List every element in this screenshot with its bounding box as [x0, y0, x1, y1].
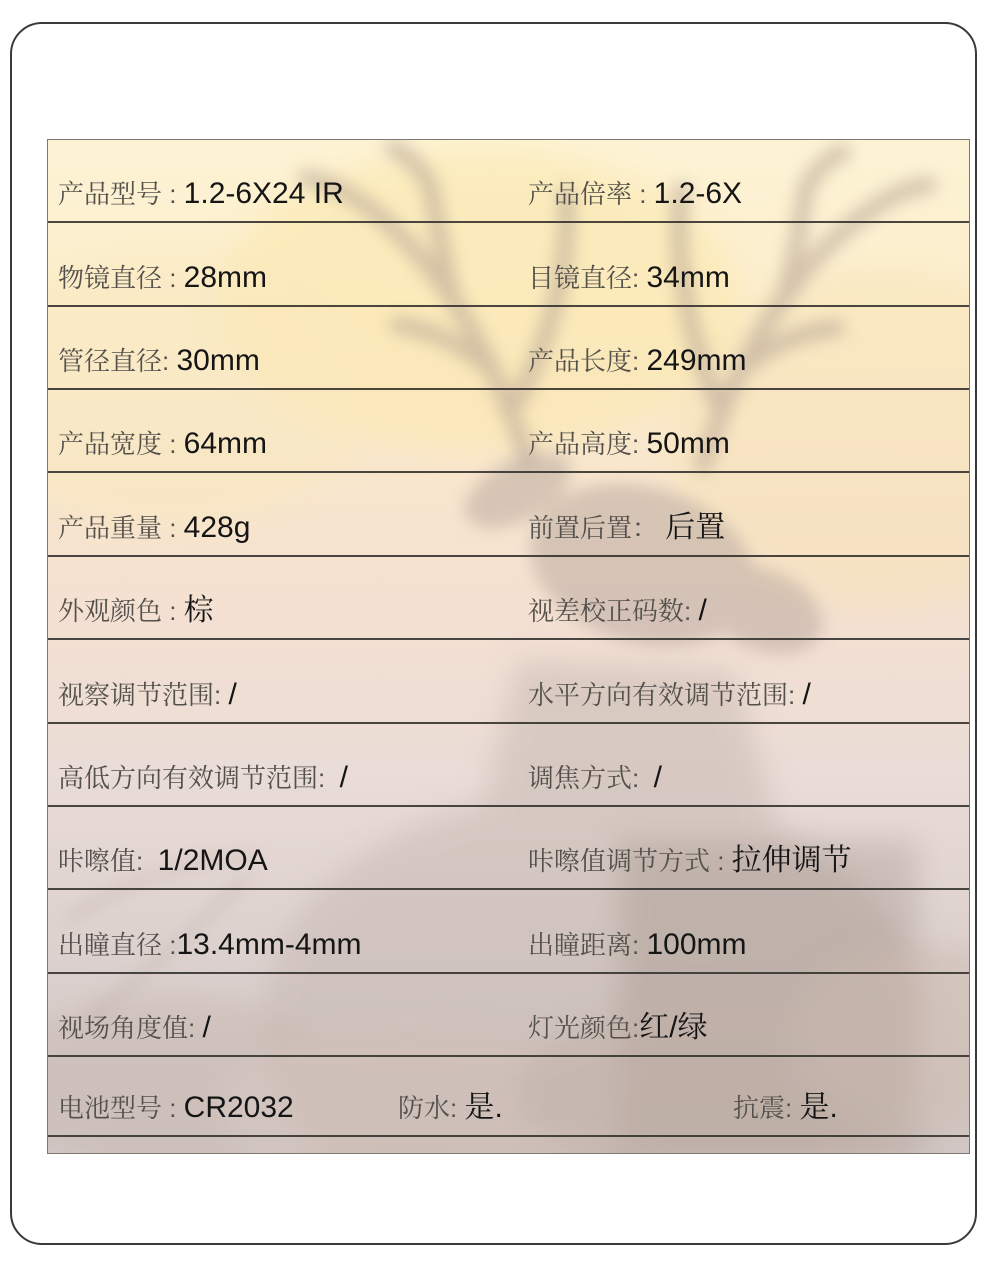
- spec-label: 产品高度:: [528, 429, 647, 460]
- spec-value: /: [802, 677, 811, 711]
- spec-cell: [528, 260, 969, 294]
- spec-value: CR2032: [183, 1090, 294, 1124]
- spec-label: 产品宽度 :: [58, 429, 184, 460]
- spec-cell: [528, 179, 969, 209]
- spec-label: 咔嚓值:: [58, 846, 158, 877]
- spec-value: 28mm: [183, 260, 268, 294]
- spec-cell: [48, 510, 528, 544]
- photo-bottom-strip: [48, 1137, 969, 1153]
- spec-value: 428g: [183, 510, 251, 544]
- spec-label: 水平方向有效调节范围:: [528, 679, 803, 710]
- spec-value: 棕: [183, 594, 214, 628]
- spec-label: 出瞳距离:: [528, 929, 647, 960]
- spec-label: 咔嚓值调节方式 :: [528, 846, 732, 877]
- spec-label: 目镜直径:: [528, 262, 647, 293]
- spec-label: 外观颜色 :: [58, 596, 184, 627]
- spec-row-model: [48, 140, 969, 223]
- spec-row-objective: [48, 223, 969, 306]
- spec-cell: [48, 1090, 398, 1124]
- spec-value: 13.4mm-4mm: [176, 927, 362, 961]
- spec-value: /: [653, 760, 663, 794]
- spec-value: 34mm: [646, 260, 730, 294]
- spec-row-exit-pupil: [48, 890, 969, 973]
- spec-cell: [528, 677, 969, 711]
- spec-cell: [528, 846, 969, 876]
- spec-cell: [48, 677, 528, 711]
- spec-label: 调焦方式:: [528, 762, 654, 793]
- spec-value: 1.2-6X: [653, 177, 743, 211]
- spec-label: 高低方向有效调节范围:: [58, 762, 340, 793]
- spec-row-tube: [48, 307, 969, 390]
- spec-value: 50mm: [646, 427, 730, 461]
- spec-cell: [48, 429, 528, 459]
- spec-value: 拉伸调节: [731, 844, 852, 878]
- spec-cell: [48, 1010, 528, 1044]
- spec-cell: [48, 260, 528, 294]
- spec-cell: [48, 760, 528, 794]
- spec-value: /: [202, 1010, 211, 1044]
- spec-value: 后置: [665, 510, 726, 544]
- spec-cell: [528, 510, 969, 544]
- spec-label: 防水:: [398, 1092, 465, 1123]
- spec-cell: [528, 1010, 969, 1044]
- spec-value: 1/2MOA: [157, 844, 268, 878]
- spec-row-view-adjust: [48, 640, 969, 723]
- spec-label: 电池型号 :: [58, 1092, 184, 1123]
- spec-cell: [398, 1090, 733, 1124]
- spec-value: /: [339, 760, 349, 794]
- product-spec-card: [10, 22, 977, 1245]
- spec-row-fov: [48, 974, 969, 1057]
- spec-value: 64mm: [183, 427, 268, 461]
- spec-label: 视差校正码数:: [528, 596, 699, 627]
- spec-value: 红/绿: [639, 1010, 708, 1044]
- spec-label: 产品重量 :: [58, 512, 184, 543]
- spec-label: 出瞳直径 :: [58, 929, 177, 960]
- spec-value: 是.: [464, 1090, 503, 1124]
- spec-label: 视场角度值:: [58, 1012, 203, 1043]
- spec-row-battery: [48, 1057, 969, 1137]
- spec-value: /: [698, 594, 707, 628]
- spec-label: 产品倍率 :: [528, 179, 654, 210]
- spec-row-click-value: [48, 807, 969, 890]
- spec-value: 100mm: [646, 927, 747, 961]
- spec-cell: [48, 596, 528, 626]
- spec-cell: [528, 346, 969, 376]
- spec-value: 1.2-6X24 IR: [183, 177, 344, 211]
- spec-value: /: [228, 677, 237, 711]
- spec-label: 前置后置：: [528, 512, 666, 543]
- spec-label: 管径直径:: [58, 346, 177, 377]
- spec-table: [47, 139, 970, 1154]
- spec-cell: [733, 1090, 969, 1124]
- spec-label: 灯光颜色:: [528, 1012, 640, 1043]
- spec-cell: [528, 927, 969, 961]
- spec-value: 249mm: [646, 344, 747, 378]
- spec-label: 物镜直径 :: [58, 262, 184, 293]
- spec-cell: [48, 846, 528, 876]
- spec-cell: [528, 429, 969, 459]
- spec-label: 产品长度:: [528, 346, 647, 377]
- spec-cell: [528, 760, 969, 794]
- spec-cell: [48, 346, 528, 376]
- spec-cell: [48, 927, 528, 961]
- spec-rows: [48, 140, 969, 1153]
- spec-value: 30mm: [176, 344, 260, 378]
- spec-cell: [48, 179, 528, 209]
- spec-label: 抗震:: [733, 1092, 800, 1123]
- spec-row-width: [48, 390, 969, 473]
- spec-row-color: [48, 557, 969, 640]
- spec-label: 视察调节范围:: [58, 679, 229, 710]
- spec-row-elevation: [48, 724, 969, 807]
- spec-value: 是.: [799, 1090, 838, 1124]
- spec-row-weight: [48, 473, 969, 556]
- spec-label: 产品型号 :: [58, 179, 184, 210]
- spec-cell: [528, 596, 969, 626]
